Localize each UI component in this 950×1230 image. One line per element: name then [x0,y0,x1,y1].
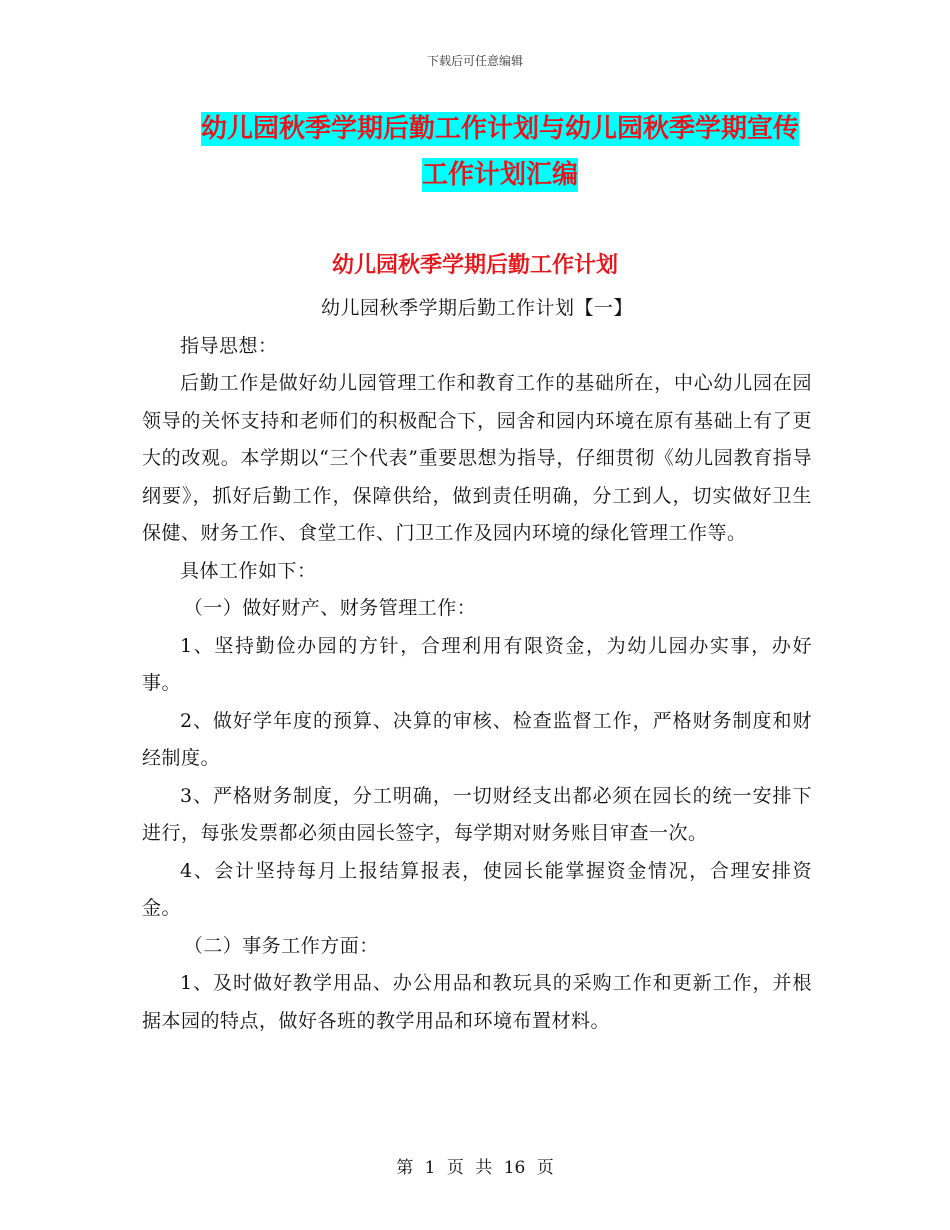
paragraph: 4、会计坚持每月上报结算报表，使园长能掌握资金情况，合理安排资金。 [142,859,812,919]
header-note: 下载后可任意编辑 [426,54,523,68]
paragraph: 指导思想： [180,334,278,357]
paragraph: 1、及时做好教学用品、办公用品和教玩具的采购工作和更新工作，并根据本园的特点，做好各班的教学用品和环境布置材料。 [142,972,812,1032]
paragraph: 后勤工作是做好幼儿园管理工作和教育工作的基础所在，中心幼儿园在园领导的关怀支持和老师们的积极配合下，园舍和园内环境在原有基础上有了更大的改观。本学期以“三个代表”重要思想为指导，仔细贯彻《幼儿园教育指导纲要》，抓好后勤工作，保障供给，做到责任明确，分工到人，切实做好卫生保健、财务工作、食堂工作、门卫工作及园内环境的绿化管理工作等。 [142,372,812,544]
paragraph: 具体工作如下： [180,559,317,582]
paragraph: （二）事务工作方面： [183,934,379,957]
document-title-line-2: 工作计划汇编 [421,160,578,190]
subsection-heading: 幼儿园秋季学期后勤工作计划【一】 [320,297,633,319]
paragraph: （一）做好财产、财务管理工作： [183,597,477,619]
document-title-line-1: 幼儿园秋季学期后勤工作计划与幼儿园秋季学期宣传 [200,114,799,144]
document-body [142,290,812,1040]
paragraph: 1、坚持勤俭办园的方针，合理利用有限资金，为幼儿园办实事，办好事。 [142,634,812,694]
paragraph: 2、做好学年度的预算、决算的审核、检查监督工作，严格财务制度和财经制度。 [142,709,812,769]
page-number: 第 1 页 共 16 页 [396,1158,554,1178]
section-title: 幼儿园秋季学期后勤工作计划 [331,253,618,278]
document-title [150,106,850,198]
paragraph: 3、严格财务制度，分工明确，一切财经支出都必须在园长的统一安排下进行，每张发票都必须由园长签字，每学期对财务账目审查一次。 [142,784,812,844]
